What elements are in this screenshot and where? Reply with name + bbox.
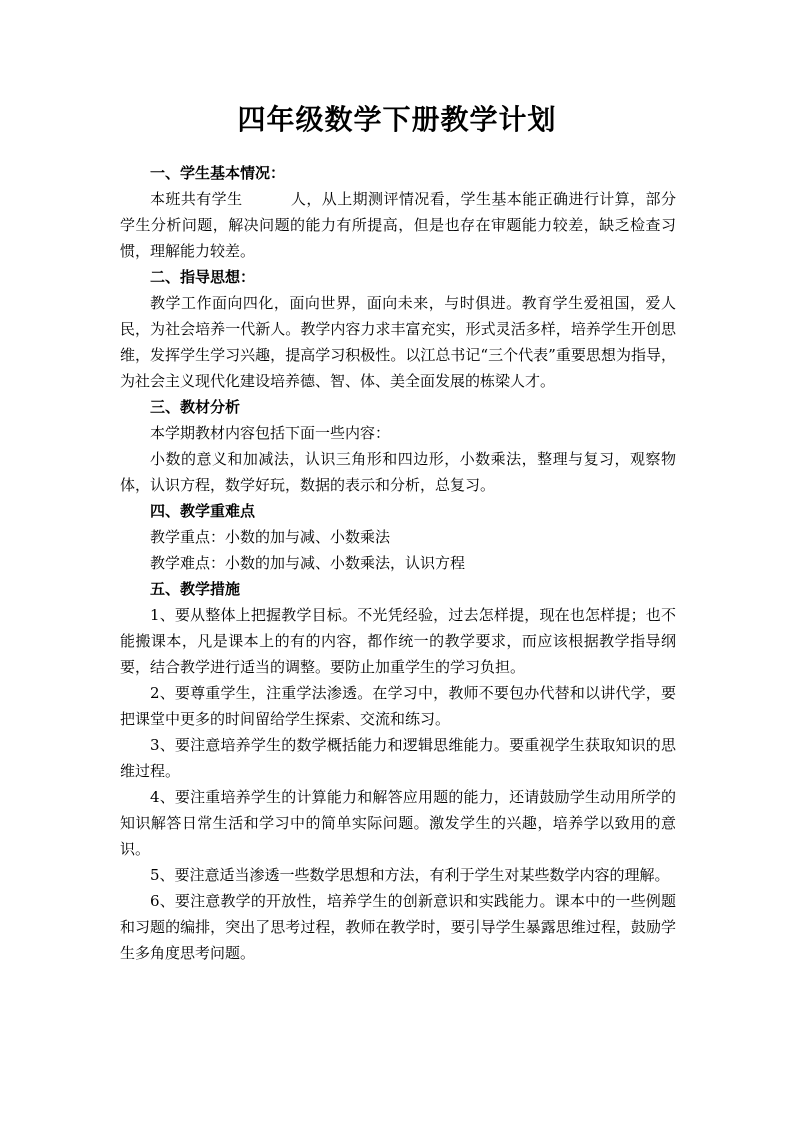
measure-item-4: 4、要注重培养学生的计算能力和解答应用题的能力，还请鼓励学生动用所学的知识解答日常生活和学习中的简单实际问题。激发学生的兴趣，培养学以致用的意识。 (120, 788, 676, 858)
document-title: 四年级数学下册教学计划 (237, 103, 557, 136)
measure-item-5: 5、要注意适当渗透一些数学思想和方法，有利于学生对某些数学内容的理解。 (150, 866, 670, 884)
measure-item-2: 2、要尊重学生，注重学法渗透。在学习中，教师不要包办代替和以讲代学，要把课堂中更多的时间留给学生探索、交流和练习。 (120, 684, 676, 728)
section-heading-measures: 五、教学措施 (150, 580, 241, 598)
textbook-analysis-paragraph-1: 本学期教材内容包括下面一些内容： (150, 424, 391, 442)
student-info-prefix: 本班共有学生 (150, 190, 243, 208)
student-info-paragraph (120, 186, 676, 264)
student-info-suffix: 人，从上期测评情况看，学生基本能正确进行计算，部分学生分析问题，解决问题的能力有所提高，但是也存在审题能力较差，缺乏检查习惯，理解能力较差。 (120, 190, 676, 260)
key-points-paragraph: 教学重点：小数的加与减、小数乘法 (150, 528, 391, 546)
guiding-idea-paragraph: 教学工作面向四化，面向世界，面向未来，与时俱进。教育学生爱祖国，爱人民，为社会培养一代新人。教学内容力求丰富充实，形式灵活多样，培养学生开创思维，发挥学生学习兴趣，提高学习积极性。以江总书记“三个代表”重要思想为指导，为社会主义现代化建设培养德、智、体、美全面发展的栋梁人才。 (120, 294, 676, 390)
section-heading-textbook-analysis: 三、教材分析 (150, 398, 241, 416)
section-heading-student-info: 一、学生基本情况： (150, 164, 286, 182)
textbook-analysis-paragraph-2: 小数的意义和加减法，认识三角形和四边形，小数乘法，整理与复习，观察物体，认识方程，数学好玩，数据的表示和分析，总复习。 (120, 450, 676, 494)
section-heading-guiding-idea: 二、指导思想： (150, 268, 256, 286)
section-heading-key-points: 四、教学重难点 (150, 502, 256, 520)
difficult-points-paragraph: 教学难点：小数的加与减、小数乘法，认识方程 (150, 554, 466, 572)
document-body (120, 160, 676, 966)
measure-item-1: 1、要从整体上把握教学目标。不光凭经验，过去怎样提，现在也怎样提；也不能搬课本，凡是课本上的有的内容，都作统一的教学要求，而应该根据教学指导纲要，结合教学进行适当的调整。要防止加重学生的学习负担。 (120, 606, 676, 676)
measure-item-6: 6、要注意教学的开放性，培养学生的创新意识和实践能力。课本中的一些例题和习题的编排，突出了思考过程，教师在教学时，要引导学生暴露思维过程，鼓励学生多角度思考问题。 (120, 892, 676, 962)
measure-item-3: 3、要注意培养学生的数学概括能力和逻辑思维能力。要重视学生获取知识的思维过程。 (120, 736, 676, 780)
